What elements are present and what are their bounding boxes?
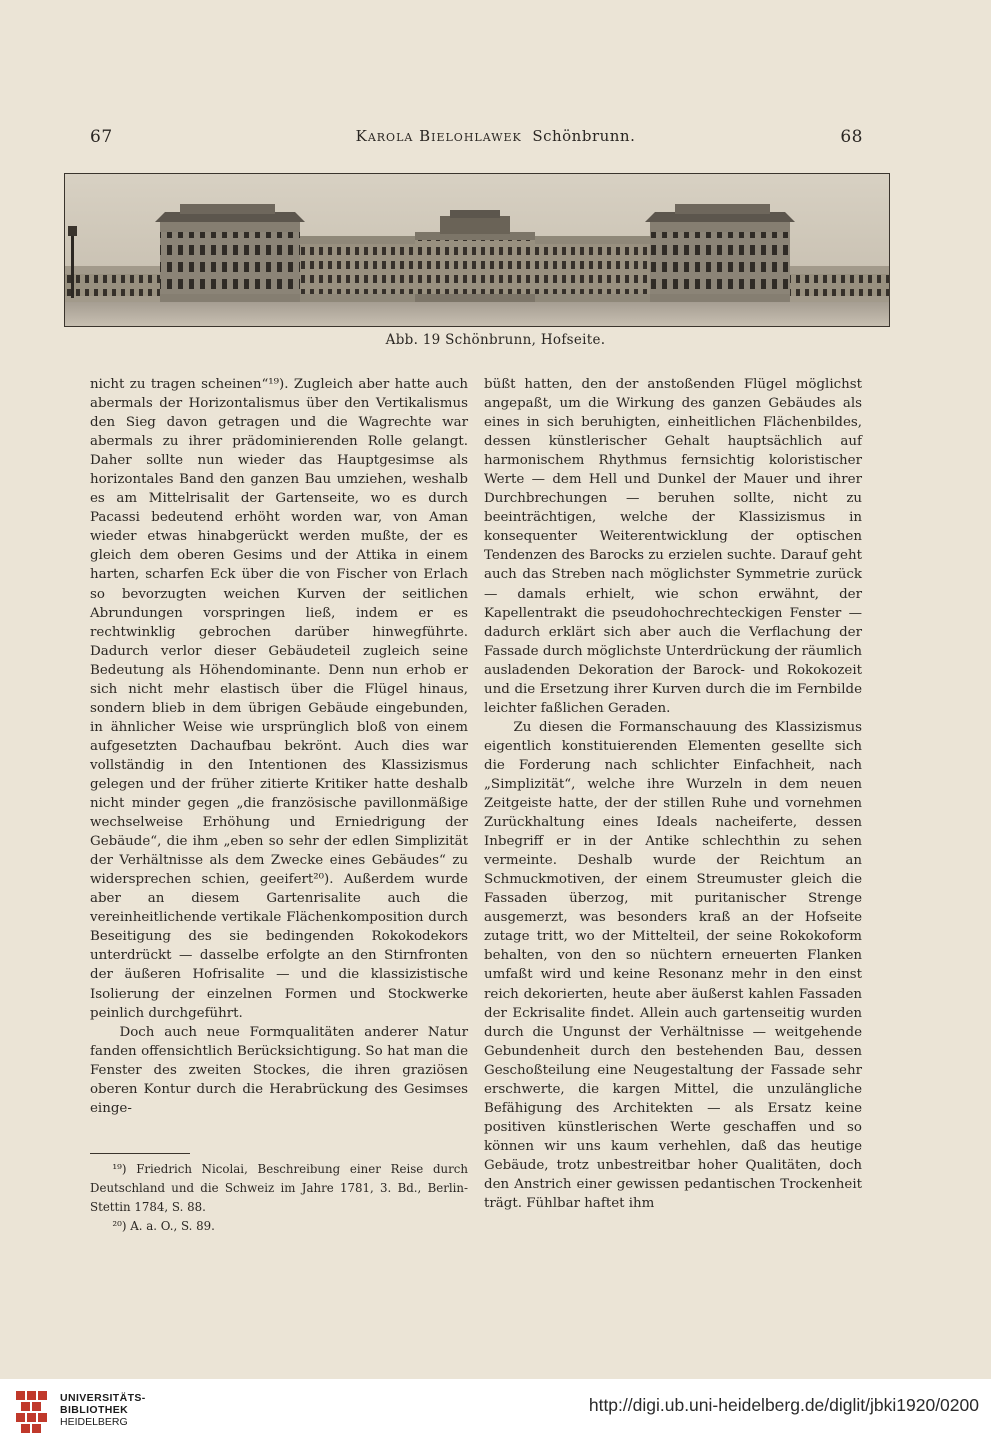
footnotes (90, 1160, 468, 1236)
page-number-right: 68 (840, 127, 863, 147)
page-number-left: 67 (90, 127, 113, 147)
source-url-link[interactable]: http://digi.ub.uni-heidelberg.de/diglit/jbki1920/0200 (588, 1395, 979, 1415)
library-name (60, 1392, 146, 1428)
paragraph: Zu diesen die Formanschauung des Klassizismus eigentlich konstituierenden Elementen gesellte sich die Forderung nach schlichter Einfachheit, nach „Simplizität“, welche ihre Wurzeln in dem neuen Zeitgeiste hatte, der der stillen Ruhe und vornehmen Zurückhaltung eines Ideals nacheiferte, dessen Inbegriff er in der Antike schlechthin zu sehen vermeinte. Deshalb wurde der Reichtum an Schmuckmotiven, der einem Streumuster gleich die Fassaden überzog, mit puritanischer Strenge ausgemerzt, was besonders kraß an der Hofseite zutage tritt, wo der Mittelteil, der seine Rokokoform behalten, von den so nüchtern erneuerten Flanken umfaßt wird und keine Resonanz mehr in den einst reich dekorierten, heute aber äußerst kahlen Fassaden der Eckrisalite findet. Allein auch gartenseitig wurden durch die Ungunst der Verhältnisse — weitgehende Gebundenheit durch den bestehenden Bau, dessen Geschoßteilung eine Neugestaltung der Fassade sehr erschwerte, die kargen Mittel, die unzulängliche Befähigung des Architekten — als Ersatz keine positiven künstlerischen Werte geschaffen und so können wir uns kaum verhehlen, daß das heutige Gebäude, trotz unbestreitbar hoher Qualitäten, doch den Anstrich einer gewissen pedantischen Trockenheit trägt. Fühlbar haftet ihm (484, 719, 862, 1212)
header-author: Karola Bielohlawek (355, 127, 522, 145)
figure-caption: Abb. 19 Schönbrunn, Hofseite. (385, 332, 606, 348)
left-column (90, 375, 468, 1118)
palace-illustration (65, 174, 889, 326)
paragraph: büßt hatten, den der anstoßenden Flügel möglichst angepaßt, um die Wirkung des ganzen Gebäudes als eines in sich beruhigten, einheitlichen Flächenbildes, dessen künstlerischer Gehalt hauptsächlich auf harmonischem Rhythmus fernsichtig koloristischer Werte — dem Hell und Dunkel der Mauer und ihrer Durchbrechungen — beruhen sollte, nicht zu beeinträchtigen, welche der Klassizismus in konsequenter Weiterentwicklung der optischen Tendenzen des Barocks zu erzielen suchte. Darauf geht auch das Streben nach möglichster Symmetrie zurück — damals erhielt, wie schon erwähnt, der Kapellentrakt die pseudohochrechteckigen Fenster — dadurch erklärt sich aber auch die Verflachung der Fassade durch möglichste Unterdrückung der räumlich ausladenden Dekoration der Barock- und Rokokozeit und die Ersetzung ihrer Kurven durch die im Fernbilde leichter faßlichen Geraden. (484, 377, 862, 716)
library-footer (0, 1379, 991, 1451)
palace-photograph (64, 173, 890, 327)
footnote: ²⁰) A. a. O., S. 89. (112, 1219, 215, 1233)
library-line: HEIDELBERG (60, 1416, 128, 1428)
library-line: UNIVERSITÄTS- (60, 1392, 146, 1404)
header-title: Schönbrunn. (532, 127, 636, 145)
footnote: ¹⁹) Friedrich Nicolai, Beschreibung einer Reise durch Deutschland und die Schweiz im Jahre 1781, 3. Bd., Berlin-Stettin 1784, S. 88. (90, 1162, 468, 1214)
paragraph: Doch auch neue Formqualitäten anderer Natur fanden offensichtlich Berücksichtigung. So hat man die Fenster des zweiten Stockes, die ihren graziösen oberen Kontur durch die Herabrückung des Gesimses einge- (90, 1024, 468, 1116)
library-line: BIBLIOTHEK (60, 1404, 129, 1416)
university-library-logo-icon (12, 1387, 54, 1443)
footnote-rule (90, 1153, 190, 1154)
right-column (484, 375, 862, 1213)
paragraph: nicht zu tragen scheinen“¹⁹). Zugleich aber hatte auch abermals der Horizontalismus über den Vertikalismus den Sieg davon getragen und die Wagrechte war abermals zu ihrer prädominierenden Rolle gelangt. Daher sollte nun wieder das Hauptgesimse als horizontales Band den ganzen Bau umziehen, weshalb es am Mittelrisalit der Gartenseite, wo es durch Pacassi bedeutend erhöht worden war, von Aman wieder etwas hinabgerückt werden mußte, der es gleich dem oberen Gesims und der Attika in einem harten, scharfen Eck über die von Fischer von Erlach so bevorzugten weichen Kurven der seitlichen Abrundungen vorspringen ließ, indem er es rechtwinklig gebrochen darüber hinwegführte. Dadurch verlor dieser Gebäudeteil zugleich seine Bedeutung als Höhendominante. Denn nun erhob er sich nicht mehr elastisch über die Flügel hinaus, sondern blieb in dem übrigen Gebäude eingebunden, in ähnlicher Weise wie ursprünglich bloß von einem aufgesetzten Dachaufbau bekrönt. Auch dies war vollständig in den Intentionen des Klassizismus gelegen und der früher zitierte Kritiker hatte deshalb nicht minder gegen „die französische pavillonmäßige wechselweise Erhöhung und Erniedrigung der Gebäude“, die ihm „eben so sehr der edlen Simplizität der Verhältnisse als dem Zwecke eines Gebäudes“ zu widersprechen schien, geeifert²⁰). Außerdem wurde aber an diesem Gartenrisalite auch die vereinheitlichende vertikale Flächenkomposition durch Beseitigung des sie bedingenden Rokokodekors unterdrückt — dasselbe erfolgte an den Stirnfronten der äußeren Hofrisalite — und die klassizistische Isolierung der einzelnen Formen und Stockwerke peinlich durchgeführt. (90, 377, 468, 1021)
